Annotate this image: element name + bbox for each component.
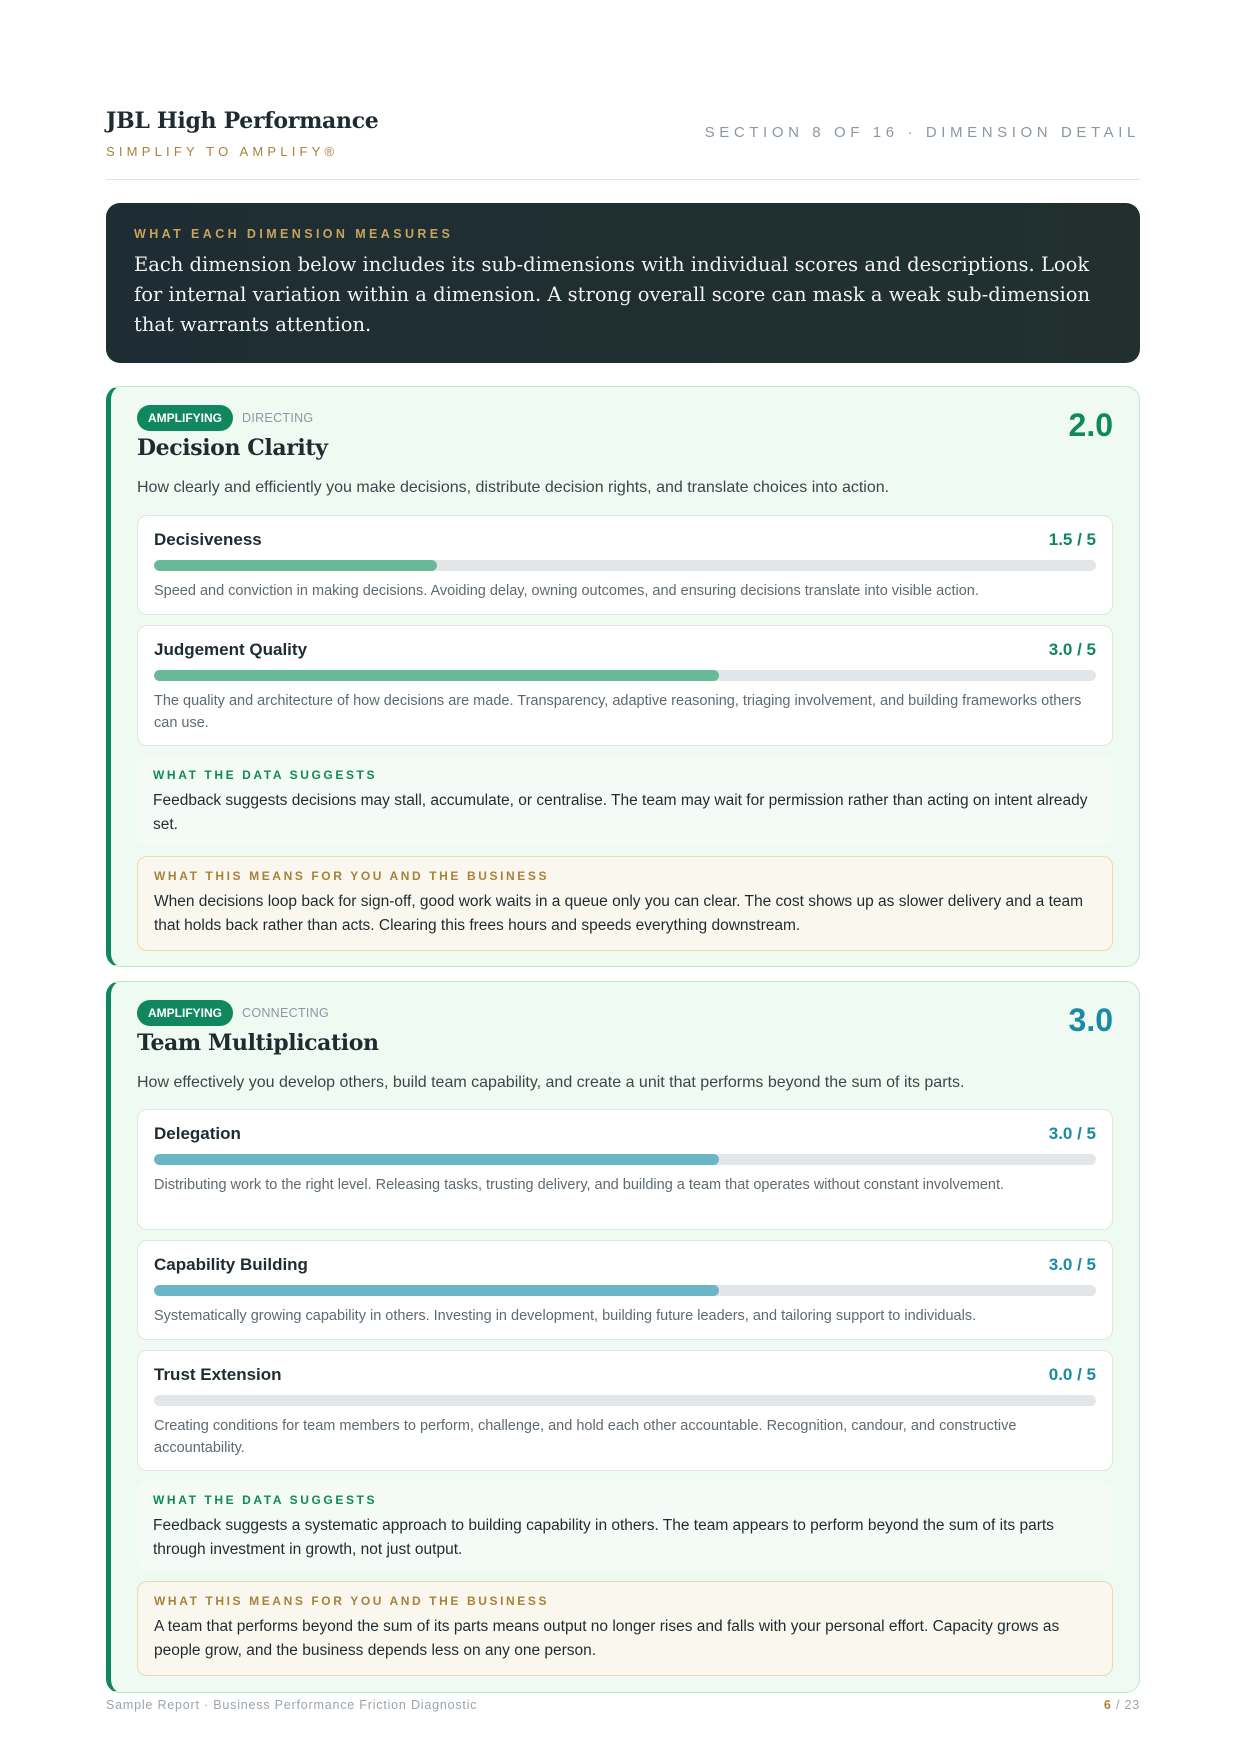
subdimension-score: 3.0 / 5: [1048, 1124, 1096, 1143]
subdimension-name: Delegation: [154, 1124, 241, 1143]
subdimension-card: [137, 625, 1113, 746]
section-indicator: SECTION 8 OF 16 · DIMENSION DETAIL: [704, 124, 1140, 141]
data-suggests-text: Feedback suggests decisions may stall, accumulate, or centralise. The team may wait for permission rather than acting on intent already set.: [153, 792, 1088, 833]
subdimension-score: 3.0 / 5: [1048, 1255, 1096, 1274]
subdimension-description: Distributing work to the right level. Releasing tasks, trusting delivery, and building a team that operates without constant involvement.: [154, 1177, 1005, 1193]
subdimension-card: [137, 1109, 1113, 1230]
business-impact-box: [137, 1581, 1113, 1676]
dimension-card-team-multiplication: [106, 981, 1140, 1693]
score-bar-fill: [154, 1154, 719, 1165]
brand-name: JBL High Performance: [106, 108, 379, 134]
report-page: [106, 0, 1140, 1754]
status-badge: AMPLIFYING: [137, 405, 233, 431]
data-suggests-text: Feedback suggests a systematic approach to building capability in others. The team appears to perform beyond the sum of its parts through investment in growth, not just output.: [153, 1517, 1054, 1558]
dimension-description: How clearly and efficiently you make decisions, distribute decision rights, and translate choices into action.: [137, 479, 890, 496]
subdimension-name: Capability Building: [154, 1255, 308, 1274]
footer-report-name: Sample Report · Business Performance Friction Diagnostic: [106, 1698, 478, 1712]
page-number-total: / 23: [1115, 1698, 1140, 1712]
dimension-title: Team Multiplication: [137, 1030, 379, 1056]
score-bar-track: [154, 1395, 1096, 1406]
band-label: CONNECTING: [242, 1006, 330, 1020]
subdimension-score: 1.5 / 5: [1048, 530, 1096, 549]
dimension-title: Decision Clarity: [137, 435, 328, 461]
dimension-score: 2.0: [1068, 407, 1113, 443]
intro-card: [106, 203, 1140, 363]
score-bar-fill: [154, 1285, 719, 1296]
subdimension-score: 3.0 / 5: [1048, 640, 1096, 659]
score-bar-track: [154, 1285, 1096, 1296]
subdimension-description: Systematically growing capability in others. Investing in development, building future leaders, and tailoring support to individuals.: [154, 1308, 977, 1324]
score-bar-track: [154, 1154, 1096, 1165]
subdimension-name: Trust Extension: [154, 1365, 282, 1384]
data-suggests-box: [137, 1481, 1113, 1571]
data-suggests-label: WHAT THE DATA SUGGESTS: [153, 768, 378, 782]
page-number-current: 6: [1103, 1698, 1112, 1712]
subdimension-card: [137, 1240, 1113, 1340]
business-impact-text: When decisions loop back for sign-off, good work waits in a queue only you can clear. The cost shows up as slower delivery and a team that holds back rather than acts. Clearing this frees hours and speeds everything downstream.: [154, 893, 1084, 934]
dimension-description: How effectively you develop others, build team capability, and create a unit that performs beyond the sum of its parts.: [137, 1074, 965, 1091]
subdimension-score: 0.0 / 5: [1048, 1365, 1096, 1384]
subdimension-name: Decisiveness: [154, 530, 262, 549]
score-bar-fill: [154, 560, 437, 571]
subdimension-name: Judgement Quality: [154, 640, 308, 659]
business-impact-text: A team that performs beyond the sum of its parts means output no longer rises and falls with your personal effort. Capacity grows as people grow, and the business depends less on any one person.: [154, 1618, 1060, 1659]
score-bar-track: [154, 560, 1096, 571]
band-label: DIRECTING: [242, 411, 314, 425]
dimension-tags: [137, 1000, 329, 1026]
business-impact-label: WHAT THIS MEANS FOR YOU AND THE BUSINESS: [154, 1594, 550, 1608]
business-impact-box: [137, 856, 1113, 951]
page-number: [1104, 1698, 1140, 1712]
score-bar-fill: [154, 670, 719, 681]
subdimension-card: [137, 515, 1113, 615]
dimension-card-decision-clarity: [106, 386, 1140, 967]
dimension-tags: [137, 405, 313, 431]
data-suggests-box: [137, 756, 1113, 846]
intro-eyebrow: WHAT EACH DIMENSION MEASURES: [134, 227, 454, 241]
subdimension-description: The quality and architecture of how decisions are made. Transparency, adaptive reasoning, triaging involvement, and building frameworks others can use.: [154, 693, 1082, 731]
subdimension-card: [137, 1350, 1113, 1471]
data-suggests-label: WHAT THE DATA SUGGESTS: [153, 1493, 378, 1507]
business-impact-label: WHAT THIS MEANS FOR YOU AND THE BUSINESS: [154, 869, 550, 883]
subdimension-description: Creating conditions for team members to perform, challenge, and hold each other accountable. Recognition, candour, and constructive accountability.: [154, 1418, 1017, 1456]
intro-text: Each dimension below includes its sub-dimensions with individual scores and descriptions. Look for internal variation within a dimension. A strong overall score can mask a weak sub-dimension that warrants attention.: [134, 253, 1091, 336]
subdimension-description: Speed and conviction in making decisions. Avoiding delay, owning outcomes, and ensuring decisions translate into visible action.: [154, 583, 979, 599]
page-header: [106, 108, 1140, 180]
brand-tagline: SIMPLIFY TO AMPLIFY®: [106, 144, 339, 159]
dimension-score: 3.0: [1068, 1002, 1113, 1038]
status-badge: AMPLIFYING: [137, 1000, 233, 1026]
score-bar-track: [154, 670, 1096, 681]
